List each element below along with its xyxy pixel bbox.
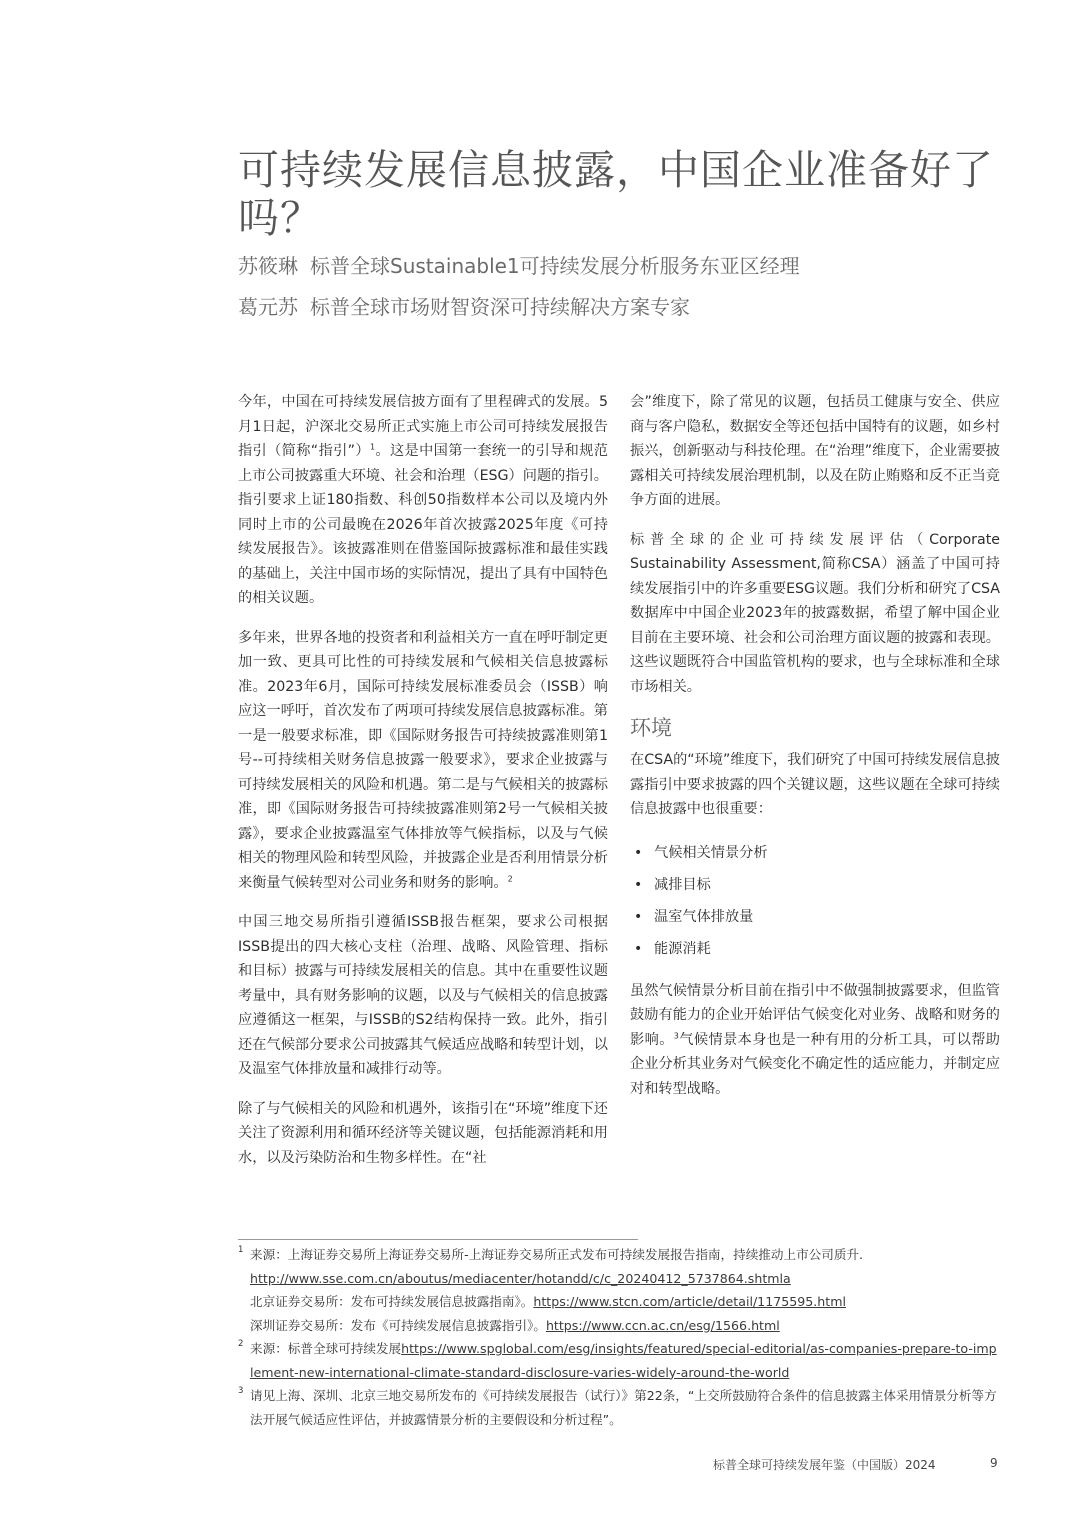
paragraph: 标普全球的企业可持续发展评估（Corporate Sustainability Assessment,简称CSA）涵盖了中国可持续发展指引中的许多重要ESG议题。我们分析和研究了CSA数据库中中国企业2023年的披露数据，希望了解中国企业目前在主要环境、社会和公司治理方面议题的披露和表现。这些议题既符合中国监管机构的要求，也与全球标准和全球市场相关。: [630, 531, 1000, 695]
footnote-number: 3: [238, 1386, 244, 1396]
footnote-link[interactable]: http://www.sse.com.cn/aboutus/mediacenter/hotandd/c/c_20240412_5737864.shtmla: [250, 1270, 791, 1286]
author-role: 标普全球市场财智资深可持续解决方案专家: [310, 295, 690, 319]
author-line-2: [238, 294, 1018, 320]
footnote-number: 1: [238, 1245, 244, 1255]
author-role: 标普全球Sustainable1可持续发展分析服务东亚区经理: [310, 254, 800, 278]
footnote-ref: 2: [507, 873, 513, 883]
list-item: • 能源消耗: [630, 933, 1000, 965]
paragraph: 在CSA的“环境”维度下，我们研究了中国可持续发展信息披露指引中要求披露的四个关键议题，这些议题在全球可持续信息披露中也很重要：: [630, 752, 1000, 817]
page-number: 9: [990, 1456, 998, 1470]
paragraph: 今年，中国在可持续发展信披方面有了里程碑式的发展。5月1日起，沪深北交易所正式实施上市公司可持续发展报告指引（简称“指引”）$^1$。这是中国第一套统一的引导和规范上市公司披露重大环境、社会和治理（ESG）问题的指引。指引要求上证180指数、科创50指数样本公司以及境内外同时上市的公司最晚在2026年首次披露2025年度《可持续发展报告》。该披露准则在借鉴国际披露标准和最佳实践的基础上，关注中国市场的实际情况，提出了具有中国特色的相关议题。: [238, 394, 608, 606]
footnote-1: 1 来源：上海证券交易所上海证券交易所-上海证券交易所正式发布可持续发展报告指南，持续推动上市公司质升. http://www.sse.com.cn/aboutus/mediacenter/hotandd/c/c_20240412_5737864.shtmla 北京证券交易所：发布可持续发展信息披露指南》。https://www.stcn.com/article/detail/1175595.html 深圳证券交易所：发布《可持续发展信息披露指引》。https://www.ccn.ac.cn/esg/1566.html: [238, 1243, 998, 1337]
author-line-1: [238, 253, 1018, 279]
paragraph: 会”维度下，除了常见的议题，包括员工健康与安全、供应商与客户隐私，数据安全等还包括中国特有的议题，如乡村振兴，创新驱动与科技伦理。在“治理”维度下，企业需要披露相关可持续发展治理机制，以及在防止贿赂和反不正当竞争方面的进展。: [630, 394, 1000, 508]
footnotes: [238, 1243, 998, 1431]
paragraph: 多年来，世界各地的投资者和利益相关方一直在呼吁制定更加一致、更具可比性的可持续发展和气候相关信息披露标准。2023年6月，国际可持续发展标准委员会（ISSB）响应这一呼吁，首次发布了两项可持续发展信息披露标准。第一是一般要求标准，即《国际财务报告可持续披露准则第1号--可持续相关财务信息披露一般要求》，要求企业披露与可持续发展相关的风险和机遇。第二是与气候相关的披露标准，即《国际财务报告可持续披露准则第2号一气候相关披露》，要求企业披露温室气体排放等气候指标，以及与气候相关的物理风险和转型风险，并披露企业是否利用情景分析来衡量气候转型对公司业务和财务的影响。$^2$: [238, 629, 608, 891]
footnote-2: 2 来源：标普全球可持续发展https://www.spglobal.com/esg/insights/featured/special-editorial/as-companies-prepare-to-implement-new-international-climate-standard-disclosure-varies-widely-around-the-world: [238, 1337, 998, 1384]
author-name: 葛元苏: [238, 295, 298, 319]
paragraph: 中国三地交易所指引遵循ISSB报告框架，要求公司根据ISSB提出的四大核心支柱（治理、战略、风险管理、指标和目标）披露与可持续发展相关的信息。其中在重要性议题考量中，具有财务影响的议题，以及与气候相关的信息披露应遵循这一框架，与ISSB的S2结构保持一致。此外，指引还在气候部分要求公司披露其气候适应战略和转型计划，以及温室气体排放量和减排行动等。: [238, 914, 608, 1077]
left-column: [238, 390, 608, 1185]
list-item: • 气候相关情景分析: [630, 837, 1000, 869]
bullet-icon: •: [634, 876, 643, 893]
footnote-link[interactable]: https://www.stcn.com/article/detail/1175595.html: [533, 1294, 846, 1309]
footnote-3: 3 请见上海、深圳、北京三地交易所发布的《可持续发展报告（试行）》第22条，“上交所鼓励符合条件的信息披露主体采用情景分析等方法开展气候适应性评估，并披露情景分析的主要假设和分析过程”。: [238, 1384, 998, 1431]
article-title: 可持续发展信息披露，中国企业准备好了吗？: [238, 146, 994, 242]
footnote-link[interactable]: https://www.spglobal.com/esg/insights/featured/special-editorial/as-companies-prepare-to-implement-new-international-climate-standard-disclosure-varies-widely-around-the-world: [250, 1341, 997, 1380]
list-item: • 温室气体排放量: [630, 901, 1000, 933]
section-heading: 环境: [630, 716, 672, 740]
bullet-icon: •: [634, 844, 643, 861]
author-name: 苏筱琳: [238, 254, 298, 278]
paragraph: 除了与气候相关的风险和机遇外，该指引在“环境”维度下还关注了资源利用和循环经济等关键议题，包括能源消耗和用水，以及污染防治和生物多样性。在“社: [238, 1100, 608, 1166]
paragraph: 虽然气候情景分析目前在指引中不做强制披露要求，但监管鼓励有能力的企业开始评估气候变化对业务、战略和财务的影响。$^3$气候情景本身也是一种有用的分析工具，可以帮助企业分析其业务对气候变化不确定性的适应能力，并制定应对和转型战略。: [630, 982, 1000, 1097]
footnote-link[interactable]: https://www.ccn.ac.cn/esg/1566.html: [545, 1317, 780, 1333]
footnote-ref: 3: [673, 1030, 679, 1040]
footnote-ref: 1: [369, 442, 376, 452]
right-column: [630, 390, 1000, 1116]
footnote-divider: [238, 1239, 638, 1240]
list-item: • 减排目标: [630, 869, 1000, 901]
bullet-icon: •: [634, 908, 643, 925]
bullet-list: [630, 837, 1000, 965]
publication-title: 标普全球可持续发展年鉴（中国版）2024: [713, 1458, 936, 1472]
footnote-number: 2: [238, 1339, 244, 1349]
bullet-icon: •: [634, 940, 643, 957]
